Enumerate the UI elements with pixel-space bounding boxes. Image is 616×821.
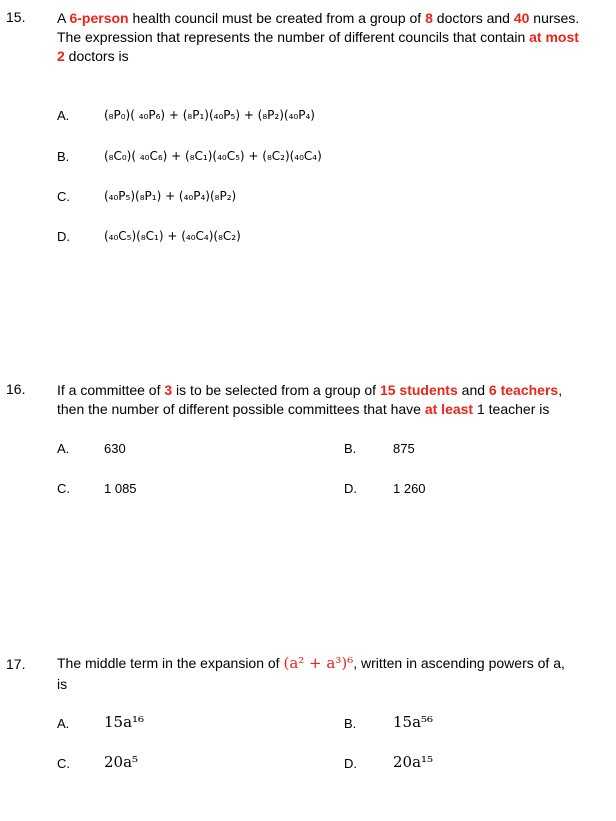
highlight-3: 3 [164, 382, 173, 398]
question-16-stem-line-1: If a committee of 3 is to be selected from a group of 15 students and 6 teachers, [57, 382, 563, 398]
q16-option-c-text[interactable]: 1 085 [104, 481, 137, 496]
question-16-number: 16. [6, 381, 26, 397]
question-15-number: 15. [6, 9, 26, 25]
question-15-stem-line-2: The expression that represents the number of different councils that contain at most [57, 29, 579, 45]
highlight-8: 8 [425, 10, 433, 26]
q15-option-c-text[interactable]: (₄₀P₅)(₈P₁) + (₄₀P₄)(₈P₂) [104, 189, 237, 203]
question-17-stem-line-2: is [57, 676, 68, 692]
q15-option-a-text[interactable]: (₈P₀)( ₄₀P₆) + (₈P₁)(₄₀P₅) + (₈P₂)(₄₀P₄) [104, 108, 315, 122]
question-17-stem-line-1: The middle term in the expansion of (a² + a³)⁶, written in ascending powers of a, [57, 654, 565, 672]
q17-option-a-text[interactable]: 15a¹⁶ [104, 713, 145, 731]
highlight-at-least: at least [424, 401, 474, 417]
q15-option-b-letter[interactable]: B. [57, 149, 70, 164]
highlight-6-teachers: 6 teachers [488, 382, 559, 398]
highlight-2: 2 [57, 48, 65, 64]
highlight-40: 40 [513, 10, 530, 26]
q15-option-c-letter[interactable]: C. [57, 189, 70, 204]
q17-option-b-letter[interactable]: B. [344, 716, 357, 731]
q15-option-b-text[interactable]: (₈C₀)( ₄₀C₆) + (₈C₁)(₄₀C₅) + (₈C₂)(₄₀C₄) [104, 149, 322, 163]
q15-option-a-letter[interactable]: A. [57, 108, 70, 123]
q16-option-d-letter[interactable]: D. [344, 481, 357, 496]
q17-option-c-letter[interactable]: C. [57, 756, 70, 771]
q16-option-c-letter[interactable]: C. [57, 481, 70, 496]
question-15-stem-line-1: A 6-person health council must be created from a group of 8 doctors and 40 nurses. [57, 10, 580, 26]
q17-option-d-letter[interactable]: D. [344, 756, 357, 771]
q16-option-a-letter[interactable]: A. [57, 441, 70, 456]
highlight-at-most: at most [529, 29, 579, 45]
q17-option-c-text[interactable]: 20a⁵ [104, 753, 139, 771]
q16-option-d-text[interactable]: 1 260 [393, 481, 426, 496]
highlight-15-students: 15 students [379, 382, 458, 398]
q16-option-a-text[interactable]: 630 [104, 441, 126, 456]
q17-option-d-text[interactable]: 20a¹⁵ [393, 753, 434, 771]
q16-option-b-letter[interactable]: B. [344, 441, 357, 456]
question-17-number: 17. [6, 656, 26, 672]
q17-option-b-text[interactable]: 15a⁵⁶ [393, 713, 434, 731]
expansion-expression: (a² + a³)⁶ [283, 654, 354, 672]
q16-option-b-text[interactable]: 875 [393, 441, 415, 456]
q15-option-d-letter[interactable]: D. [57, 229, 70, 244]
question-16-stem-line-2: then the number of different possible committees that have at least 1 teacher is [57, 401, 550, 417]
question-15-stem-line-3: 2 doctors is [57, 48, 129, 64]
q15-option-d-text[interactable]: (₄₀C₅)(₈C₁) + (₄₀C₄)(₈C₂) [104, 229, 241, 243]
q17-option-a-letter[interactable]: A. [57, 716, 70, 731]
highlight-6-person: 6-person [69, 10, 129, 26]
